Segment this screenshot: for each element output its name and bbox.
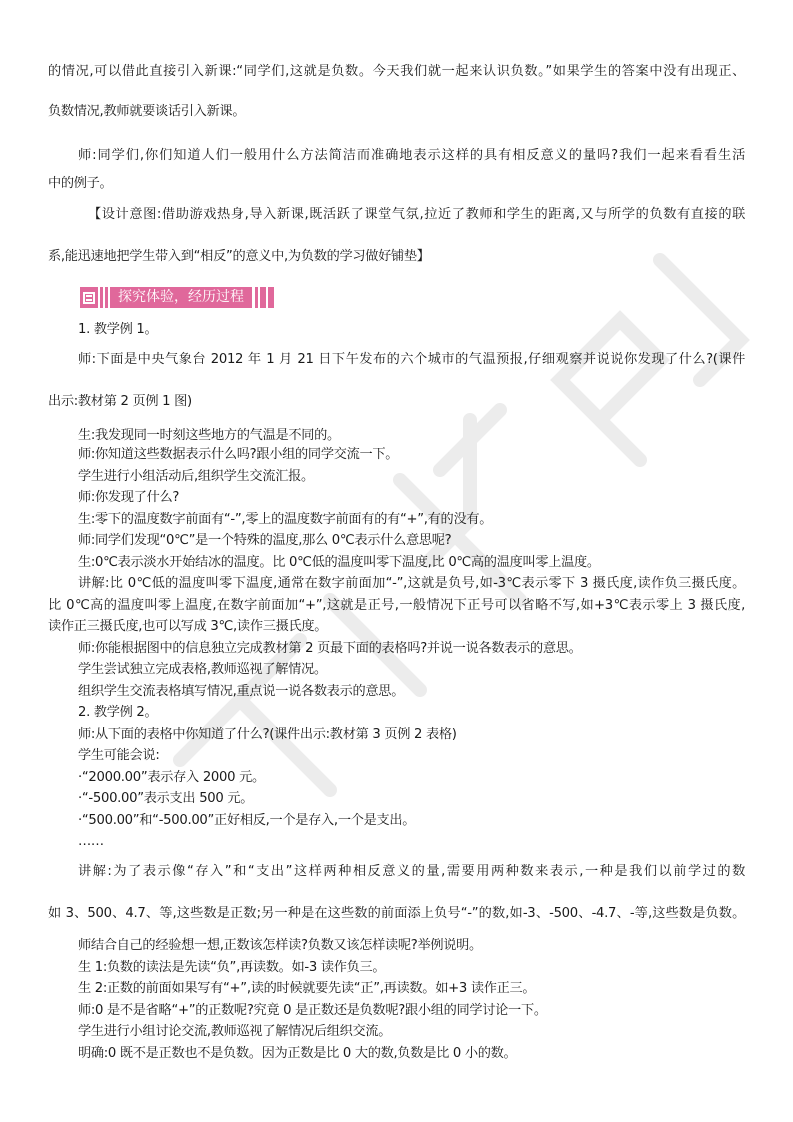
example-heading: 1. 教学例 1。: [78, 322, 158, 337]
paragraph-line: 学生尝试独立完成表格,教师巡视了解情况。: [78, 662, 327, 677]
paragraph-line: 组织学生交流表格填写情况,重点说一说各数表示的意思。: [78, 683, 405, 699]
list-item: ·“500.00”和“-500.00”正好相反,一个是存入,一个是支出。: [78, 812, 416, 828]
paragraph-line: 师:下面是中央气象台 2012 年 1 月 21 日下午发布的六个城市的气温预报,仔细观察并说说你发现了什么?(课件: [78, 352, 745, 367]
banner-divider: [260, 287, 266, 308]
list-item: ·“2000.00”表示存入 2000 元。: [78, 769, 265, 785]
paragraph-line: 师结合自己的经验想一想,正数该怎样读?负数又该怎样读呢?举例说明。: [78, 938, 482, 953]
paragraph-line: 师:同学们发现“0℃”是一个特殊的温度,那么 0℃表示什么意思呢?: [78, 533, 452, 548]
paragraph-line: 师:0 是不是省略“+”的正数呢?究竟 0 是正数还是负数呢?跟小组的同学讨论一下。: [78, 1002, 547, 1018]
paragraph-line: 师:你能根据图中的信息独立完成教材第 2 页最下面的表格吗?并说一说各数表示的意思。: [78, 640, 582, 656]
design-intent-line: 【设计意图:借助游戏热身,导入新课,既活跃了课堂气氛,拉近了教师和学生的距离,又与所学的负数有直接的联: [88, 207, 745, 222]
paragraph-line: 生 2:正数的前面如果写有“+”,读的时候就要先读“正”,再读数。如+3 读作正三。: [78, 981, 536, 996]
list-item: ·“-500.00”表示支出 500 元。: [78, 791, 254, 806]
paragraph-line: 生:我发现同一时刻这些地方的气温是不同的。: [78, 428, 340, 443]
example-heading: 2. 教学例 2。: [78, 705, 158, 720]
section-title: 探究体验，经历过程: [110, 287, 252, 308]
paragraph-line: 的情况,可以借此直接引入新课:“同学们,这就是负数。今天我们就一起来认识负数。”如果学生的答案中没有出现正、: [48, 64, 745, 79]
paragraph-line: 师:你知道这些数据表示什么吗?跟小组的同学交流一下。: [78, 447, 399, 462]
paragraph-line: 出示:教材第 2 页例 1 图): [48, 394, 192, 409]
paragraph-line: 中的例子。: [48, 176, 113, 191]
paragraph-line: 如 3、500、4.7、等,这些数是正数;另一种是在这些数的前面添上负号“-”的数,如-3、-500、-4.7、-等,这些数是负数。: [48, 906, 745, 921]
paragraph-line: 读作正三摄氏度,也可以写成 3℃,读作三摄氏度。: [48, 619, 328, 634]
paragraph-line: 师:从下面的表格中你知道了什么?(课件出示:教材第 3 页例 2 表格): [78, 726, 457, 742]
paragraph-line: 讲解:比 0℃低的温度叫零下温度,通常在数字前面加“-”,这就是负号,如-3℃表示零下 3 摄氏度,读作负三摄氏度。: [78, 576, 745, 591]
ellipsis: ……: [78, 834, 104, 849]
section-banner: [80, 287, 276, 308]
paragraph-line: 比 0℃高的温度叫零上温度,在数字前面加“+”,这就是正号,一般情况下正号可以省略不写,如+3℃表示零上 3 摄氏度,: [48, 597, 745, 613]
section-number-icon: [80, 287, 98, 308]
banner-divider: [255, 287, 258, 308]
banner-divider: [100, 287, 103, 308]
paragraph-line: 学生进行小组讨论交流,教师巡视了解情况后组织交流。: [78, 1024, 392, 1039]
paragraph-line: 师:你发现了什么?: [78, 490, 180, 505]
paragraph-line: 学生进行小组活动后,组织学生交流汇报。: [78, 468, 314, 484]
paragraph-line: 学生可能会说:: [78, 748, 160, 763]
banner-divider: [268, 287, 274, 308]
paragraph-line: 负数情况,教师就要谈话引入新课。: [48, 104, 246, 119]
banner-divider: [105, 287, 108, 308]
paragraph-line: 生:0℃表示淡水开始结冰的温度。比 0℃低的温度叫零下温度,比 0℃高的温度叫零上温度。: [78, 554, 600, 570]
paragraph-line: 生:零下的温度数字前面有“-”,零上的温度数字前面有的有“+”,有的没有。: [78, 511, 493, 527]
paragraph-line: 师:同学们,你们知道人们一般用什么方法简洁而准确地表示这样的具有相反意义的量吗?我们一起来看看生活: [78, 148, 745, 163]
paragraph-line: 生 1:负数的读法是先读“负”,再读数。如-3 读作负三。: [78, 959, 386, 975]
design-intent-line: 系,能迅速地把学生带入到“相反”的意义中,为负数的学习做好铺垫】: [48, 249, 430, 264]
paragraph-line: 讲解:为了表示像“存入”和“支出”这样两种相反意义的量,需要用两种数来表示,一种是我们以前学过的数: [78, 864, 745, 879]
paragraph-line: 明确:0 既不是正数也不是负数。因为正数是比 0 大的数,负数是比 0 小的数。: [78, 1045, 517, 1061]
